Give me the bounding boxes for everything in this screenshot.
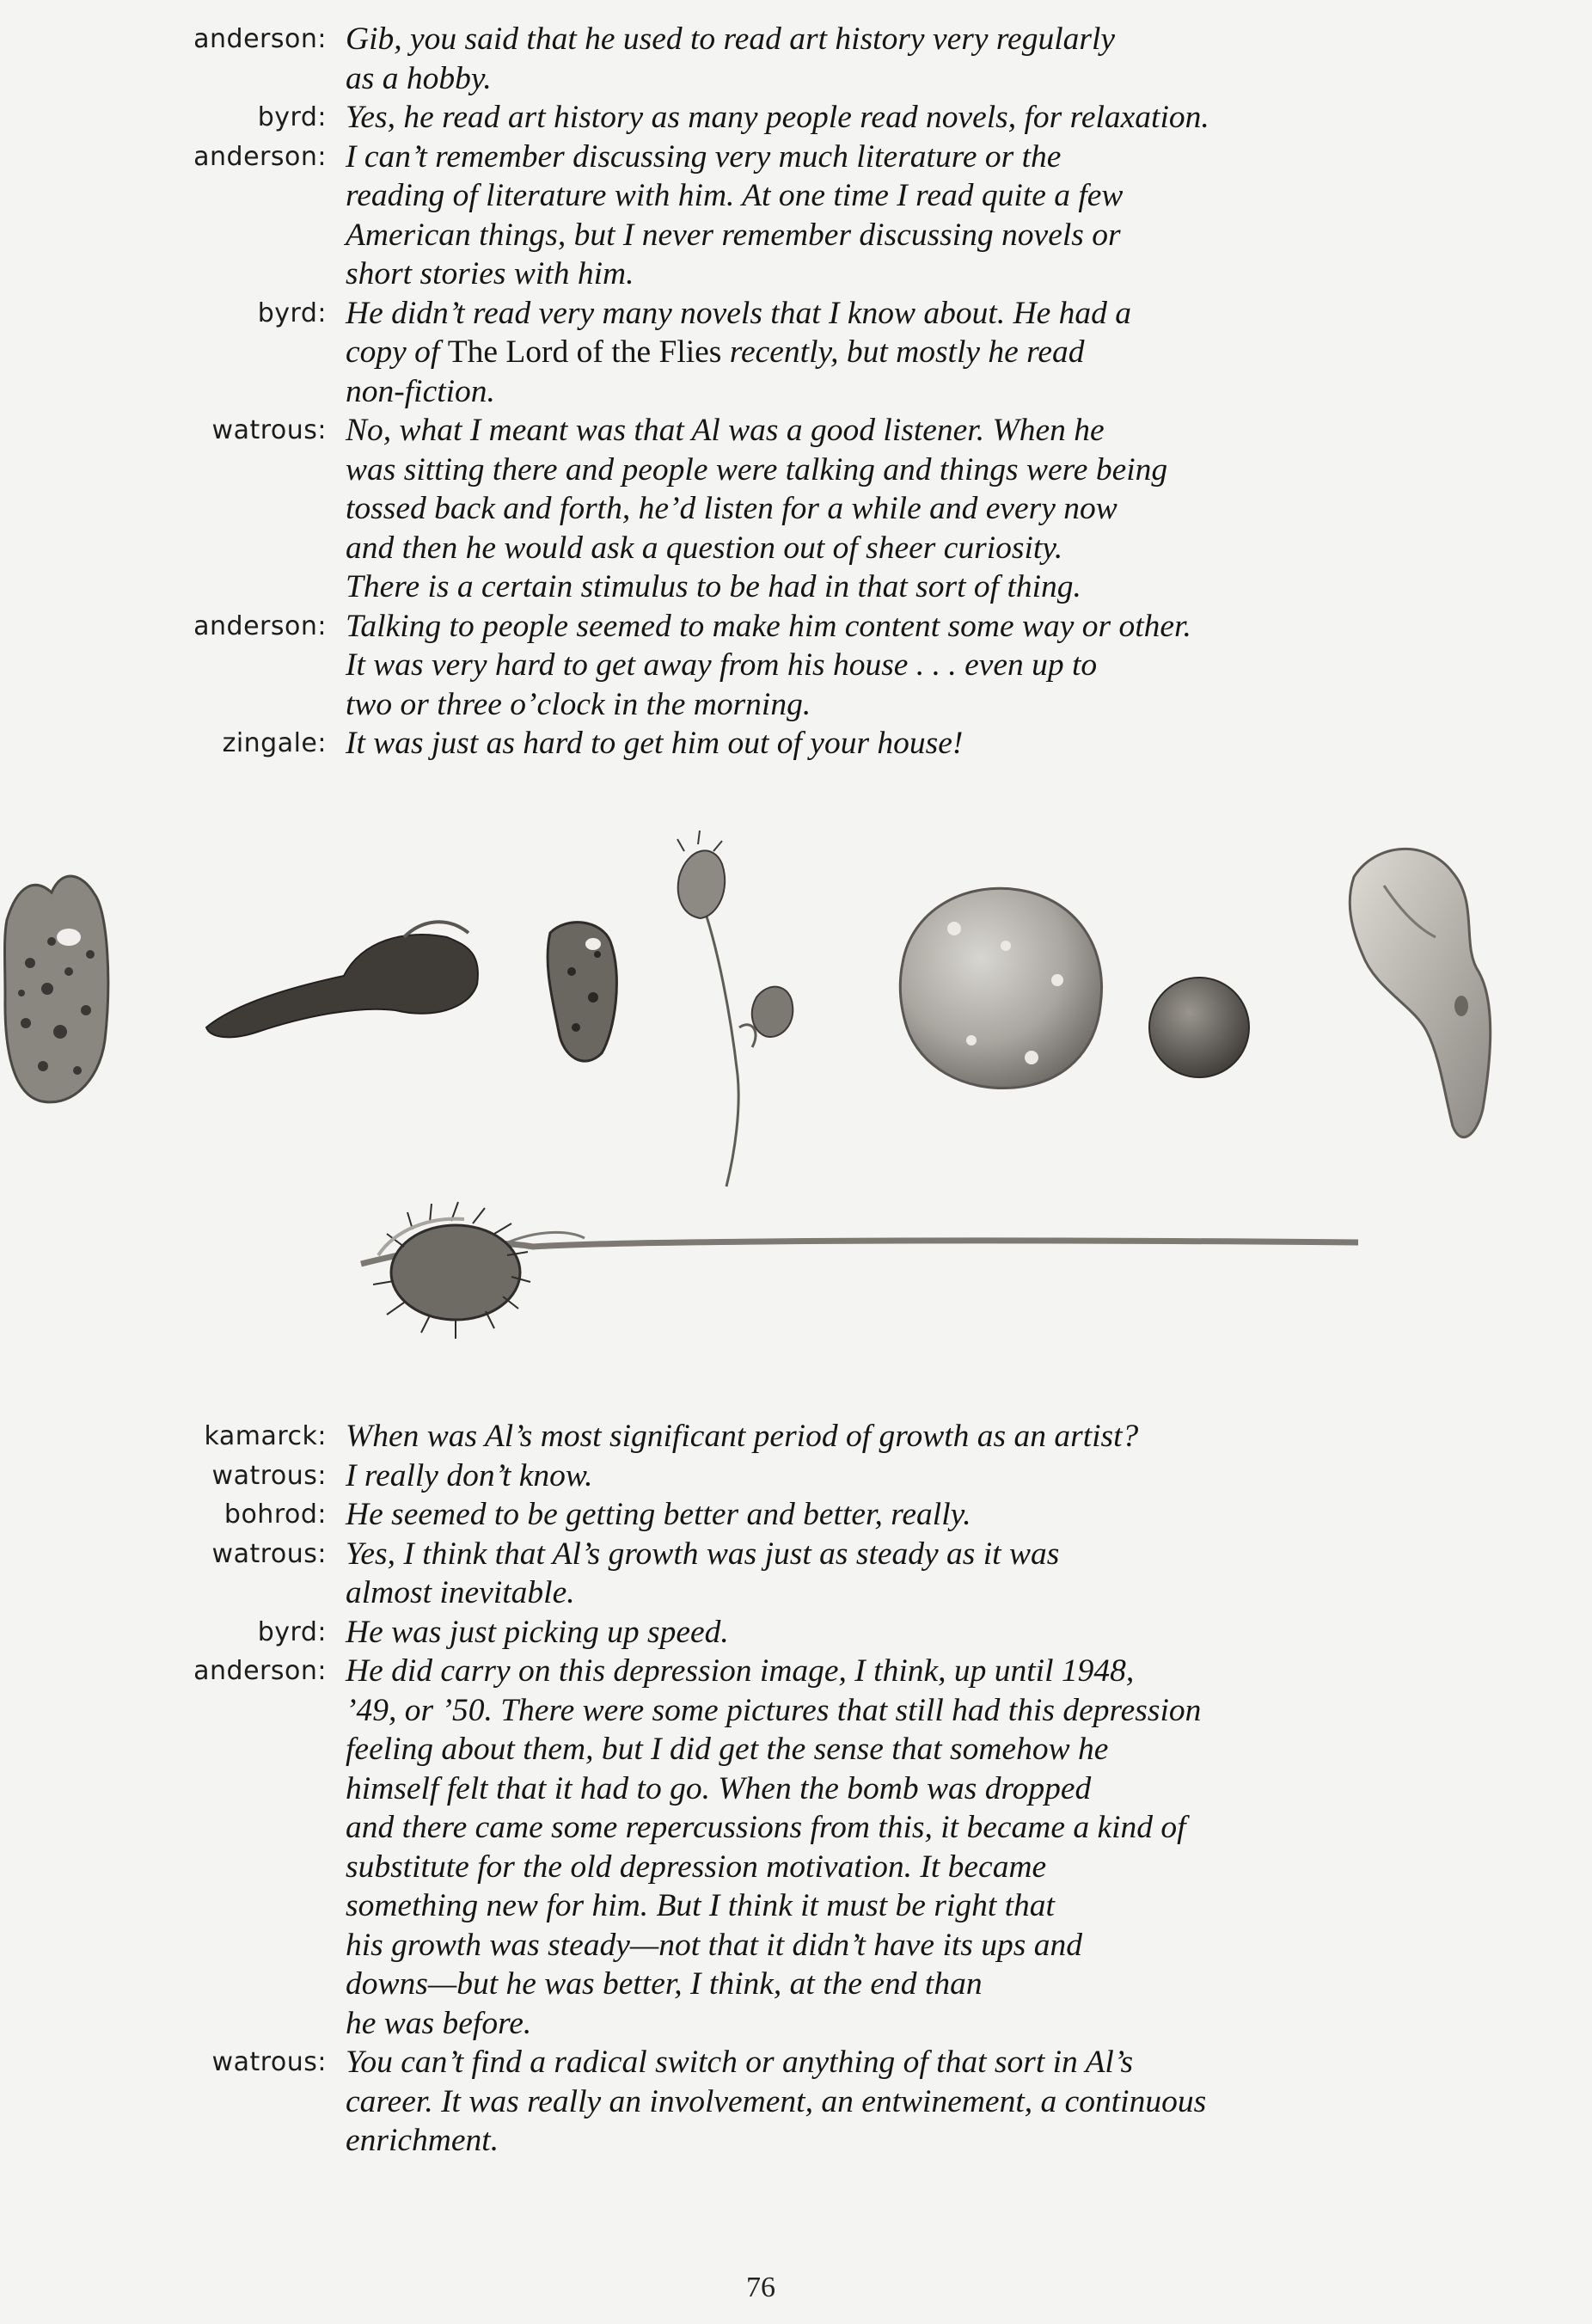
dialogue-entry bbox=[0, 1613, 1592, 1653]
dialogue-bottom bbox=[0, 1417, 1592, 2161]
speech-text: I really don’t know. bbox=[346, 1457, 593, 1493]
speaker-label: bohrod: bbox=[223, 1499, 327, 1530]
speech-text: When was Al’s most significant period of growth as an artist? bbox=[346, 1419, 1139, 1454]
speech-text: It was just as hard to get him out of your house! bbox=[346, 726, 964, 761]
speaker-label: watrous: bbox=[211, 1460, 327, 1491]
speaker-label: watrous: bbox=[211, 2047, 327, 2077]
seed-ball-icon bbox=[1149, 978, 1249, 1077]
dialogue-entry bbox=[0, 724, 1592, 763]
speech-text: Yes, I think that Al’s growth was just as steady as it was almost inevitable. bbox=[346, 1536, 1060, 1610]
dialogue-entry bbox=[0, 20, 1592, 98]
speaker-label: watrous: bbox=[211, 415, 327, 445]
speaker-label: anderson: bbox=[193, 141, 327, 172]
speaker-label: anderson: bbox=[193, 1656, 327, 1686]
speech-text: Talking to people seemed to make him content some way or other. It was very hard to get away from his house . . . even up to two or three o’clock in the morning. bbox=[346, 608, 1191, 722]
speaker-label: zingale: bbox=[222, 728, 327, 758]
speech-text: Gib, you said that he used to read art history very regularly as a hobby. bbox=[346, 21, 1116, 96]
dialogue-entry bbox=[0, 1456, 1592, 1496]
gourd-knob-icon bbox=[900, 888, 1101, 1088]
speaker-label: watrous: bbox=[211, 1538, 327, 1569]
speaker-label: byrd: bbox=[257, 1616, 327, 1647]
dialogue-entry bbox=[0, 1652, 1592, 2043]
speech-text: He was just picking up speed. bbox=[346, 1614, 729, 1650]
dialogue-entry bbox=[0, 294, 1592, 412]
speaker-label: anderson: bbox=[193, 610, 327, 641]
dialogue-entry bbox=[0, 2043, 1592, 2161]
dialogue-entry bbox=[0, 138, 1592, 294]
dialogue-entry bbox=[0, 98, 1592, 138]
speech-text: He didn’t read very many novels that I know about. He had a copy of The Lord of the Flies recently, but mostly he read non-fiction. bbox=[346, 295, 1132, 409]
teasel-stalk-icon bbox=[361, 1202, 1358, 1339]
dialogue-entry bbox=[0, 1535, 1592, 1613]
driftwood-icon bbox=[1350, 849, 1490, 1137]
speaker-label: byrd: bbox=[257, 297, 327, 328]
cactus-skeleton-icon bbox=[5, 876, 108, 1102]
speaker-label: byrd: bbox=[257, 102, 327, 132]
dialogue-entry bbox=[0, 1417, 1592, 1456]
page-number: 76 bbox=[746, 2272, 775, 2303]
speech-text: He seemed to be getting better and better, really. bbox=[346, 1497, 971, 1532]
book-title: The Lord of the Flies bbox=[447, 334, 722, 370]
speaker-label: kamarck: bbox=[204, 1421, 327, 1451]
cholla-fragment-icon bbox=[548, 923, 616, 1061]
speech-text: Yes, he read art history as many people read novels, for relaxation. bbox=[346, 100, 1209, 135]
dialogue-top bbox=[0, 20, 1592, 763]
dialogue-entry bbox=[0, 411, 1592, 607]
speech-text: No, what I meant was that Al was a good listener. When he was sitting there and people were talking and things were being tossed back and forth, he’d listen for a while and every now and then he would ask a question out of sheer curiosity. There is a certain stimulus to be had in that sort of thing. bbox=[346, 413, 1168, 604]
natural-objects-photo bbox=[0, 825, 1592, 1376]
dialogue-entry bbox=[0, 1495, 1592, 1535]
seed-pod-stalk-icon bbox=[677, 831, 793, 1187]
speech-text: I can’t remember discussing very much literature or the reading of literature with him. At one time I read quite a few American things, but I never remember discussing novels or short stories with him. bbox=[346, 138, 1124, 291]
speaker-label: anderson: bbox=[193, 24, 327, 54]
speech-text: He did carry on this depression image, I think, up until 1948, ’49, or ’50. There were some pictures that still had this depression feeling about them, but I did get the sense that somehow he himself felt that it had to go. When the bomb was dropped and there came some repercussions from this, it became a kind of substitute for the old depression motivation. It became something new for him. But I think it must be right that his growth was steady—not that it didn’t have its ups and downs—but he was better, I think, at the end than he was before. bbox=[346, 1653, 1202, 2041]
dark-root-icon bbox=[206, 922, 478, 1037]
speech-text: You can’t find a radical switch or anything of that sort in Al’s career. It was really an involvement, an entwinement, a continuous enrichment. bbox=[346, 2045, 1207, 2158]
dialogue-entry bbox=[0, 607, 1592, 725]
